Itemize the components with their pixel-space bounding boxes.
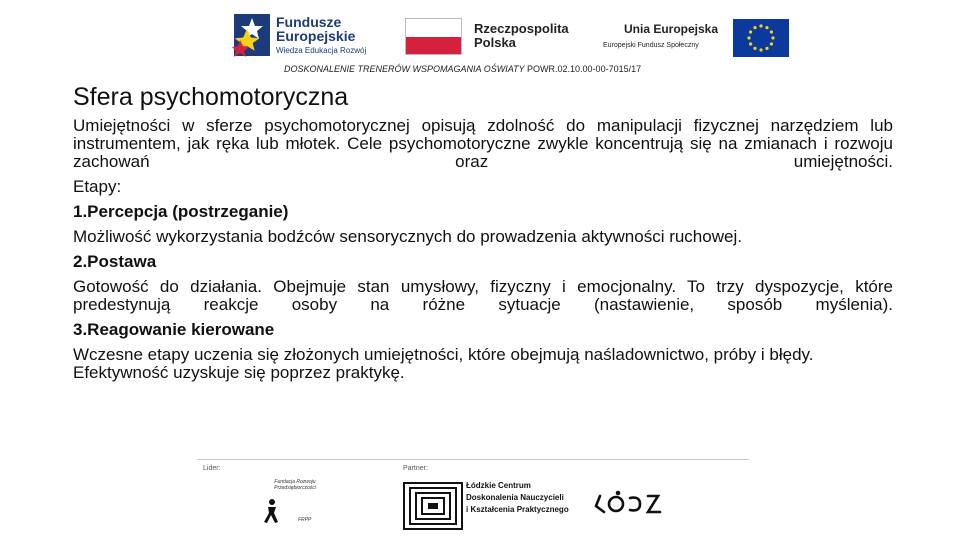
fe-logo-line2: Europejskie	[276, 28, 356, 44]
eu-flag-icon	[733, 19, 789, 57]
lodz-city-logo-icon	[592, 490, 664, 518]
polish-flag-icon	[405, 18, 462, 55]
lider-label: Lider:	[203, 465, 221, 472]
project-code: POWR.02.10.00-00-7015/17	[524, 64, 642, 74]
lider-logo	[258, 478, 328, 526]
lider-logo-line3: FRPP	[298, 517, 312, 523]
person-figure-icon	[258, 498, 284, 524]
partner-line2: Doskonalenia Nauczycieli	[466, 493, 564, 502]
lcdn-square-logo-icon	[403, 482, 463, 530]
stage-2-text: Gotowość do działania. Obejmuje stan umysłowy, fizyczny i emocjonalny. To trzy dyspozycje, które predestynują reakcje osoby na różne sytuacje (nastawienie, sposób myślenia).	[73, 277, 893, 314]
lider-logo-line1: Fundacja Rozwoju	[274, 479, 316, 485]
fe-logo-line3: Wiedza Edukacja Rozwój	[276, 46, 367, 55]
project-code-line	[284, 64, 641, 74]
partner-name	[466, 480, 569, 516]
unia-europejska-logo	[600, 18, 790, 58]
rp-logo-line1: Rzeczpospolita	[474, 21, 569, 36]
project-name: DOSKONALENIE TRENERÓW WSPOMAGANIA OŚWIATY	[284, 64, 525, 74]
slide-content	[73, 117, 893, 382]
fundusze-europejskie-logo	[232, 12, 374, 58]
page-title: Sfera psychomotoryczna	[73, 83, 349, 111]
ue-logo-line2: Europejski Fundusz Społeczny	[603, 42, 699, 49]
rp-logo-line2: Polska	[474, 35, 516, 50]
partner-line3: i Kształcenia Praktycznego	[466, 505, 569, 514]
footer-divider	[197, 459, 749, 460]
fe-logo-line1: Fundusze	[276, 14, 342, 30]
partner-label: Partner:	[403, 465, 428, 472]
ue-logo-line1: Unia Europejska	[624, 22, 719, 36]
stage-3-title: 3.Reagowanie kierowane	[73, 320, 275, 339]
intro-paragraph: Umiejętności w sferze psychomotorycznej opisują zdolność do manipulacji fizycznej narzędziem lub instrumentem, jak ręka lub młotek. Cele psychomotoryczne zwykle koncentrują się na zmianach i rozwoju zachowań oraz umiejętności.	[73, 116, 893, 171]
rzeczpospolita-polska-logo	[405, 18, 575, 56]
fe-stars-icon	[232, 12, 272, 58]
stage-1-text: Możliwość wykorzystania bodźców sensorycznych do prowadzenia aktywności ruchowej.	[73, 227, 742, 246]
stage-1-title: 1.Percepcja (postrzeganie)	[73, 202, 289, 221]
stages-label: Etapy:	[73, 177, 122, 196]
stage-2-title: 2.Postawa	[73, 252, 157, 271]
lider-logo-line2: Przedsiębiorczości	[274, 485, 316, 491]
stage-3-text: Wczesne etapy uczenia się złożonych umiejętności, które obejmują naśladownictwo, próby i błędy. Efektywność uzyskuje się poprzez praktykę.	[73, 345, 814, 382]
partner-line1: Łódzkie Centrum	[466, 481, 531, 490]
